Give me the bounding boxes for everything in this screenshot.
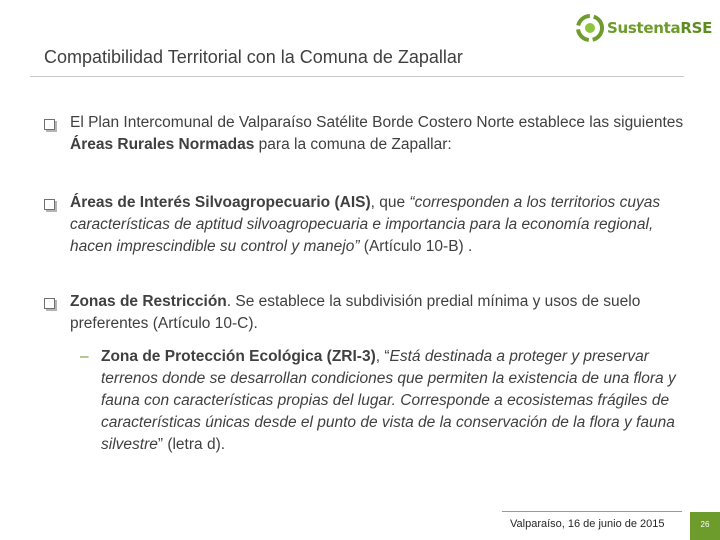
recycle-leaf-icon xyxy=(576,14,604,42)
page-number: 26 xyxy=(700,520,710,529)
zri-paragraph: Zona de Protección Ecológica (ZRI-3), “Está destinada a proteger y preservar terrenos donde se desarrollan condiciones que permiten la existencia de una flora y fauna con características propias del lugar. Corresponde a ecosistemas frágiles de características únicas desde el punto de vista de la conservación de la flora y fauna silvestre” (letra d). xyxy=(101,348,676,453)
footer-date: Valparaíso, 16 de junio de 2015 xyxy=(510,518,665,530)
title-divider xyxy=(30,76,684,77)
slide-title: Compatibilidad Territorial con la Comuna de Zapallar xyxy=(44,47,463,67)
footer-divider xyxy=(502,511,682,512)
logo-text: SustentaRSE xyxy=(607,19,713,37)
checkbox-bullet-icon xyxy=(44,298,55,309)
checkbox-bullet-icon xyxy=(44,199,55,210)
intro-paragraph: El Plan Intercomunal de Valparaíso Satélite Borde Costero Norte establece las siguientes Áreas Rurales Normadas para la comuna de Zapallar: xyxy=(70,114,684,153)
ais-paragraph: Áreas de Interés Silvoagropecuario (AIS), que “corresponden a los territorios cuyas características de aptitud silvoagropecuaria e importancia para la economía regional, hacen imprescindible su control y manejo” (Artículo 10-B) . xyxy=(70,194,661,255)
logo xyxy=(576,14,712,42)
checkbox-bullet-icon xyxy=(44,119,55,130)
dash-bullet: – xyxy=(80,348,89,365)
restriccion-paragraph: Zonas de Restricción. Se establece la subdivisión predial mínima y usos de suelo preferentes (Artículo 10-C). xyxy=(70,293,641,332)
page-number-badge xyxy=(690,512,720,540)
